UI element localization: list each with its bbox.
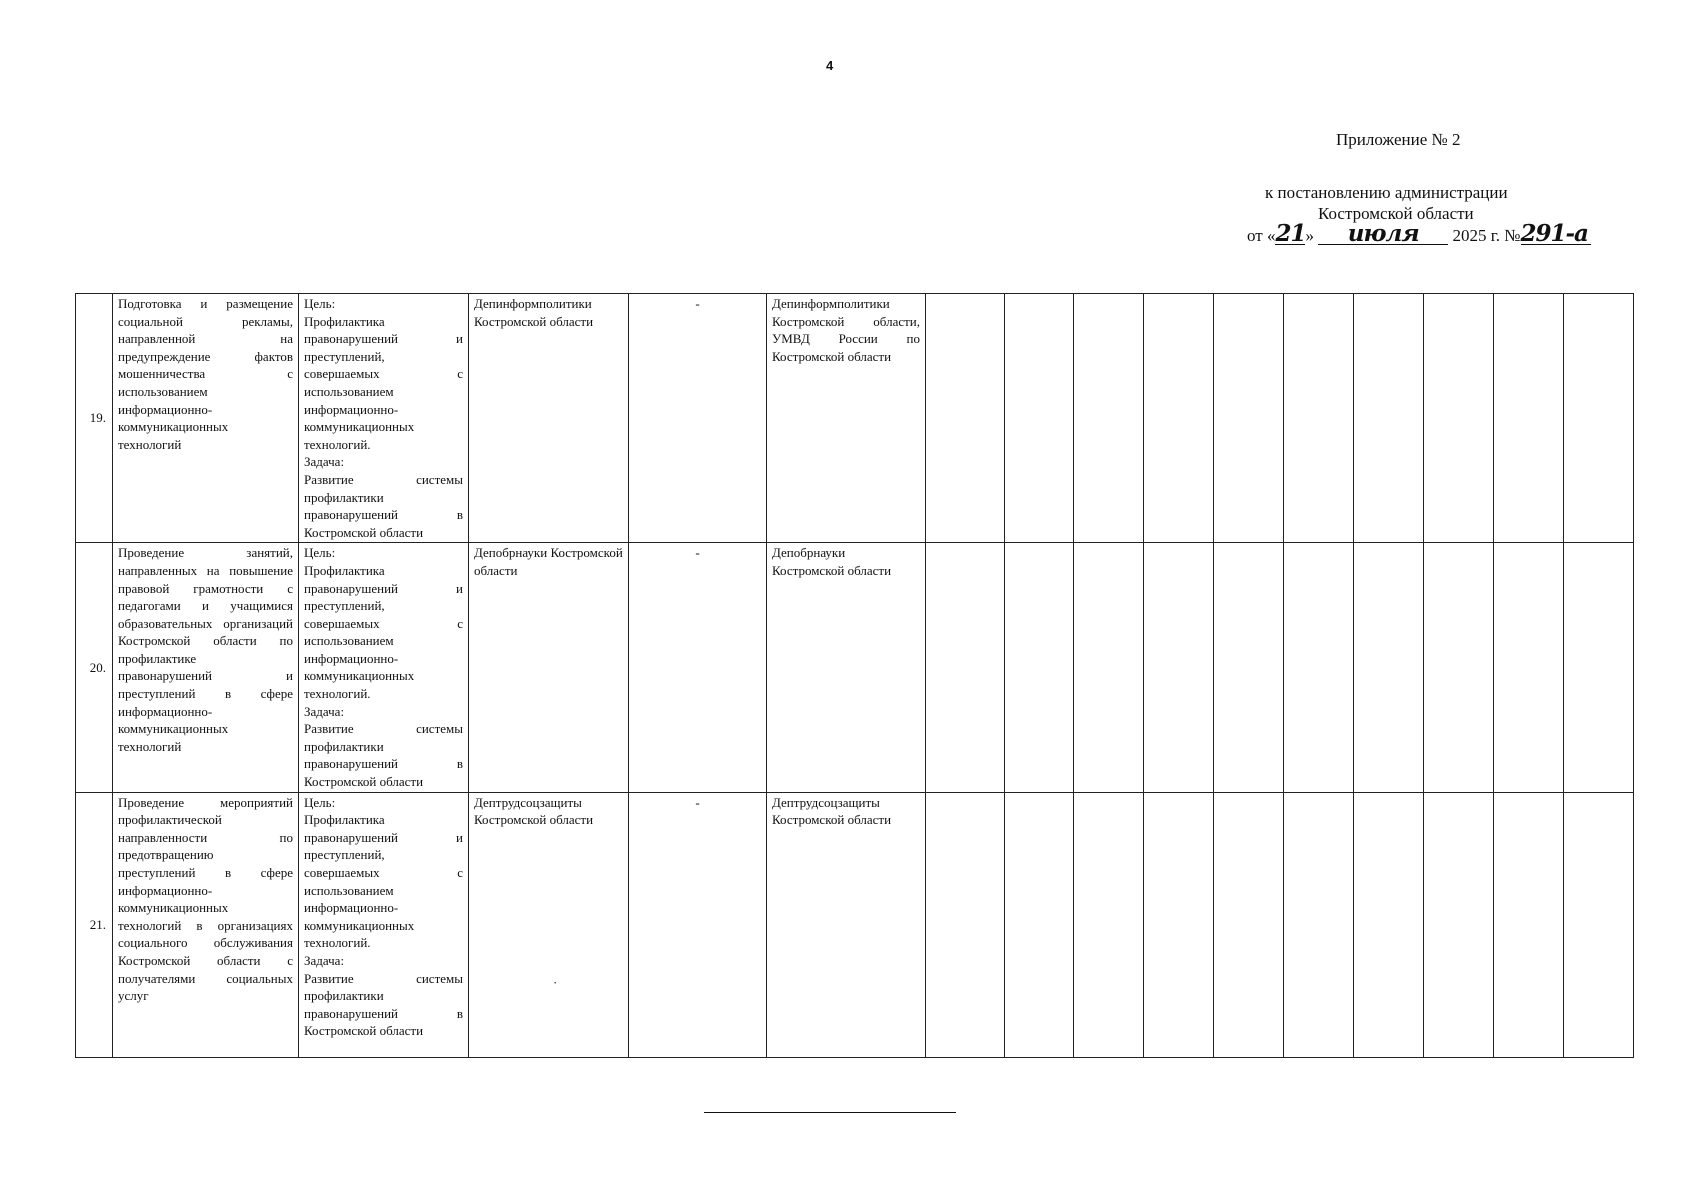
empty-cell bbox=[1354, 543, 1424, 792]
empty-cell bbox=[926, 294, 1005, 543]
goal-task-cell bbox=[299, 294, 469, 543]
goal-task-cell bbox=[299, 792, 469, 1057]
empty-cell bbox=[1284, 294, 1354, 543]
row-number: 19. bbox=[76, 294, 113, 543]
empty-cell bbox=[1494, 294, 1564, 543]
funding-cell: - bbox=[629, 543, 767, 792]
goal-label: Цель: bbox=[304, 545, 336, 561]
empty-cell bbox=[926, 792, 1005, 1057]
empty-cell bbox=[1214, 543, 1284, 792]
executors-cell: Дептрудсоцзащиты Костромской области bbox=[767, 792, 926, 1057]
empty-cell bbox=[1564, 792, 1634, 1057]
executors-cell: Депобрнауки Костромской области bbox=[767, 543, 926, 792]
funding-cell: - bbox=[629, 294, 767, 543]
empty-cell bbox=[1284, 792, 1354, 1057]
empty-cell bbox=[1564, 543, 1634, 792]
scan-speck: · bbox=[553, 975, 558, 990]
funding-cell: - bbox=[629, 792, 767, 1057]
table-row bbox=[76, 294, 1634, 543]
footer-rule bbox=[704, 1112, 956, 1113]
empty-cell bbox=[1424, 294, 1494, 543]
task-label: Задача: bbox=[304, 454, 345, 470]
goal-label: Цель: bbox=[304, 296, 336, 311]
handwritten-month: июля bbox=[1318, 224, 1448, 245]
row-number: 20. bbox=[76, 543, 113, 792]
task-text: Развитие системы профилактики правонарушений в Костромской области bbox=[304, 471, 463, 540]
appendix-title: Приложение № 2 bbox=[1336, 130, 1461, 149]
empty-cell bbox=[1144, 543, 1214, 792]
empty-cell bbox=[1494, 792, 1564, 1057]
activities-table bbox=[75, 293, 1634, 1058]
empty-cell bbox=[1494, 543, 1564, 792]
goal-task-cell bbox=[299, 543, 469, 792]
empty-cell bbox=[1354, 294, 1424, 543]
activity-cell: Проведение занятий, направленных на повышение правовой грамотности с педагогами и учащимися образовательных организаций Костромской области по профилактике правонарушений и преступлений в сфере информационно-коммуникационных технологий bbox=[113, 543, 299, 792]
empty-cell bbox=[1214, 294, 1284, 543]
executors-cell: Депинформполитики Костромской области, УМВД России по Костромской области bbox=[767, 294, 926, 543]
responsible-cell: Дептрудсоцзащиты Костромской области bbox=[469, 792, 629, 1057]
empty-cell bbox=[1144, 792, 1214, 1057]
empty-cell bbox=[1424, 792, 1494, 1057]
empty-cell bbox=[1005, 792, 1074, 1057]
empty-cell bbox=[1005, 543, 1074, 792]
activity-cell: Проведение мероприятий профилактической направленности по предотвращению преступлений в сфере информационно-коммуникационных технологий в организациях социального обслуживания Костромской области с получателями социальных услуг bbox=[113, 792, 299, 1057]
decree-date-number bbox=[1247, 220, 1591, 247]
goal-text: Профилактика правонарушений и преступлений, совершаемых с использованием информационно-коммуникационных технологий. bbox=[304, 562, 463, 702]
goal-text: Профилактика правонарушений и преступлений, совершаемых с использованием информационно-коммуникационных технологий. bbox=[304, 313, 463, 452]
page-number: 4 bbox=[826, 58, 834, 73]
responsible-cell: Депинформполитики Костромской области bbox=[469, 294, 629, 543]
empty-cell bbox=[1074, 543, 1144, 792]
date-mid: » bbox=[1305, 226, 1314, 245]
empty-cell bbox=[1354, 792, 1424, 1057]
empty-cell bbox=[1005, 294, 1074, 543]
task-label: Задача: bbox=[304, 952, 345, 968]
handwritten-decree-number: 291-а bbox=[1521, 224, 1591, 245]
goal-text: Профилактика правонарушений и преступлений, совершаемых с использованием информационно-коммуникационных технологий. bbox=[304, 812, 463, 951]
decree-region: Костромской области bbox=[1318, 204, 1474, 223]
table-row bbox=[76, 543, 1634, 792]
empty-cell bbox=[1424, 543, 1494, 792]
date-prefix: от « bbox=[1247, 226, 1276, 245]
responsible-cell: Депобрнауки Костромской области bbox=[469, 543, 629, 792]
activity-cell: Подготовка и размещение социальной рекламы, направленной на предупреждение фактов мошенничества с использованием информационно-коммуникационных технологий bbox=[113, 294, 299, 543]
empty-cell bbox=[1564, 294, 1634, 543]
empty-cell bbox=[1284, 543, 1354, 792]
goal-label: Цель: bbox=[304, 794, 336, 810]
empty-cell bbox=[1074, 294, 1144, 543]
row-number: 21. bbox=[76, 792, 113, 1057]
task-label: Задача: bbox=[304, 703, 345, 719]
empty-cell bbox=[1074, 792, 1144, 1057]
date-year: 2025 г. № bbox=[1452, 226, 1521, 245]
empty-cell bbox=[926, 543, 1005, 792]
task-text: Развитие системы профилактики правонарушений в Костромской области bbox=[304, 721, 463, 790]
handwritten-day: 21 bbox=[1275, 220, 1306, 247]
empty-cell bbox=[1144, 294, 1214, 543]
table-row bbox=[76, 792, 1634, 1057]
empty-cell bbox=[1214, 792, 1284, 1057]
task-text: Развитие системы профилактики правонарушений в Костромской области bbox=[304, 970, 463, 1039]
decree-reference: к постановлению администрации bbox=[1265, 183, 1508, 202]
